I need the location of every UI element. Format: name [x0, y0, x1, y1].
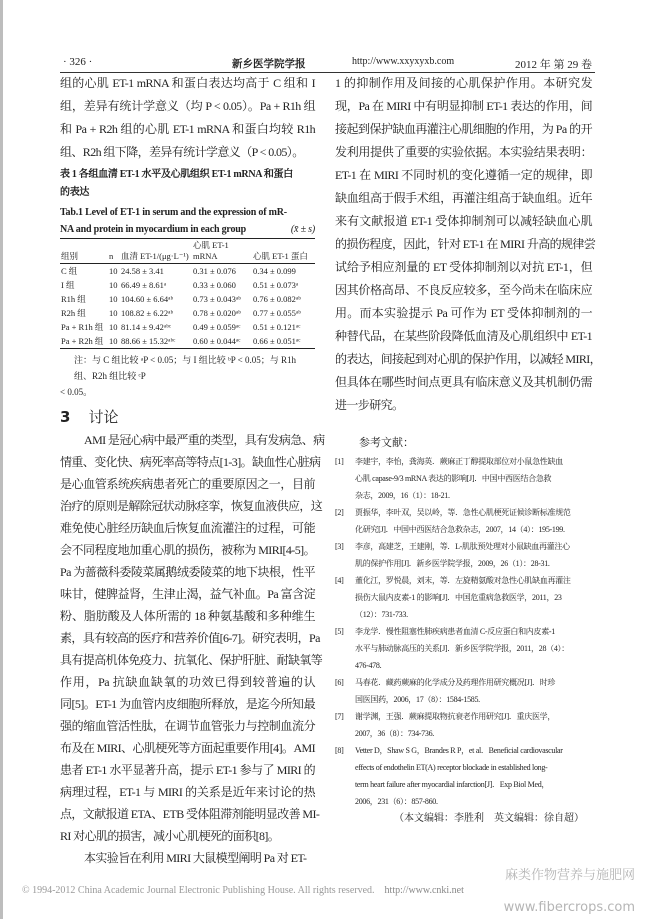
- table-cell: 0.60 ± 0.044ᵃᶜ: [192, 334, 252, 349]
- reference-text: Vetter D，Shaw S G，Brandes R P，et al．Beneficial cardiovascular: [355, 746, 563, 755]
- table-cell: 24.58 ± 3.41: [121, 266, 164, 276]
- reference-number: [7]: [335, 712, 344, 721]
- reference-line: [335, 572, 592, 589]
- caption-line: NA and protein in myocardium in each group: [60, 224, 246, 235]
- text-line: 组，差异有统计学意义（均 P < 0.05）。Pa + R1h 组: [60, 99, 315, 113]
- section-number: 3: [60, 408, 71, 426]
- text-line: 接起到保护缺血再灌注心肌细胞的作用，为 Pa 的开: [335, 122, 592, 136]
- reference-text: 贾振华，李叶双，吴以岭，等．急性心肌梗死证候诊断标准规范: [355, 508, 571, 517]
- table-cell: 108.82 ± 6.22ᵃᵇ: [121, 308, 174, 318]
- text-line: 素，具有较高的医疗和营养价值[6-7]。研究表明，Pa: [60, 631, 320, 645]
- caption-line: Tab.1 Level of ET-1 in serum and the expression of mR-: [60, 207, 287, 218]
- left-column: [60, 72, 325, 869]
- text-line: 但具体在哪些时间点更具有临床意义及其机制仍需: [335, 375, 592, 389]
- reference-text: 2006，231（6）：857-860.: [355, 797, 438, 806]
- column-header: 心肌 ET-1 蛋白: [252, 239, 315, 264]
- table-cell: Pa + R1h 组: [61, 322, 104, 332]
- text-line: 布及在 MIRI、心肌梗死等方面起重要作用[4]。AMI: [60, 741, 315, 755]
- text-line: 治疗的原则是解除冠状动脉痉挛，恢复血液供应，这: [60, 499, 323, 513]
- table-caption-cn: [60, 166, 315, 202]
- reference-text: 马春花．藏药蕨麻的化学成分及药理作用研究概况[J]．时珍: [355, 678, 556, 687]
- reference-line: [335, 776, 592, 793]
- reference-line: [335, 606, 592, 623]
- reference-number: [3]: [335, 542, 344, 551]
- text-line: 难免使心脏经历缺血后恢复血流灌注的过程，可能: [60, 521, 315, 535]
- reference-number: [5]: [335, 627, 344, 636]
- reference-number: [2]: [335, 508, 344, 517]
- table-cell: 0.33 ± 0.060: [193, 280, 236, 290]
- reference-text: 李龙学．慢性阻塞性肺疾病患者血清 C-反应蛋白和内皮素-1: [355, 627, 555, 636]
- table-cell: 0.66 ± 0.051ᵃᶜ: [252, 334, 315, 349]
- reference-line: [335, 555, 592, 572]
- year-volume: 2012 年 第 29 卷: [515, 59, 592, 71]
- reference-text: 2007，36（8）：734-736.: [355, 729, 434, 738]
- copyright-footer: © 1994-2012 China Academic Journal Electronic Publishing House. All rights reserved.: [22, 885, 375, 896]
- table-cell: 10: [108, 334, 120, 349]
- journal-url: http://www.xxyxyxb.com: [352, 56, 455, 67]
- journal-name: 新乡医学院学报: [232, 58, 306, 70]
- reference-line: [335, 538, 592, 555]
- table-cell: 10: [109, 280, 118, 290]
- table-cell: 10: [109, 322, 118, 332]
- table-cell: 0.31 ± 0.076: [193, 266, 236, 276]
- reference-text: 476-478.: [355, 661, 382, 670]
- reference-line: [335, 504, 592, 521]
- table-cell: 0.77 ± 0.055ᵃᵇ: [253, 308, 301, 318]
- table-cell: 104.60 ± 6.64ᵃᵇ: [121, 294, 174, 304]
- reference-text: term heart failure after myocardial infarction[J]．Exp Biol Med，: [355, 780, 550, 789]
- discussion-text: [60, 429, 325, 869]
- text-line: 会不同程度地加重心肌的损伤，被称为 MIRI[4-5]。: [60, 543, 315, 557]
- table-cell: 0.51 ± 0.121ᵃᶜ: [253, 322, 301, 332]
- table-note-cont: < 0.05。: [60, 387, 93, 397]
- reference-number: [1]: [335, 457, 344, 466]
- reference-text: 损伤大鼠内皮素-1 的影响[J]．中国危重病急救医学，2011，23: [355, 593, 562, 602]
- reference-line: [335, 742, 592, 759]
- text-line: 组、R2h 组下降，差异有统计学意义（P < 0.05）。: [60, 145, 304, 159]
- text-line: 的损伤程度，因此，针对 ET-1 在 MIRI 升高的规律尝: [335, 237, 596, 251]
- reference-line: [335, 759, 592, 776]
- table-cell: 0.49 ± 0.059ᵃᶜ: [193, 322, 241, 332]
- text-line: 同[5]。ET-1 为血管内皮细胞所释放，是迄今所知最: [60, 697, 315, 711]
- reference-number: [6]: [335, 678, 344, 687]
- table-row: [60, 334, 315, 349]
- table-cell: Pa + R2h 组: [60, 334, 108, 349]
- text-line: 因其价格高昂、不良反应较多，至今尚未在临床应: [335, 283, 592, 297]
- reference-line: [335, 623, 592, 640]
- text-line: 现，Pa 在 MIRI 中有明显抑制 ET-1 表达的作用，间: [335, 99, 592, 113]
- text-line: 用。而本实验提示 Pa 可作为 ET 受体抑制剂的一: [335, 306, 592, 320]
- table-row: [60, 306, 315, 320]
- reference-text: 肌的保护作用[J]．新乡医学院学报，2009，26（1）：28-31.: [355, 559, 550, 568]
- table-cell: 81.14 ± 9.42ᵃᵇᶜ: [121, 322, 172, 332]
- reference-line: [335, 640, 592, 657]
- text-line: 1 的抑制作用及间接的心肌保护作用。本研究发: [335, 76, 592, 90]
- text-line: 本实验旨在利用 MIRI 大鼠模型阐明 Pa 对 ET-: [84, 851, 307, 865]
- section-heading: [60, 406, 315, 427]
- table-cell: 0.51 ± 0.073ᵃ: [253, 280, 299, 290]
- reference-text: 水平与肺动脉高压的关系[J]．新乡医学院学报，2011，28（4）：: [355, 644, 569, 653]
- reference-line: [335, 725, 592, 742]
- reference-item: [335, 504, 592, 538]
- page-edge: [0, 0, 3, 919]
- text-line: 患者 ET-1 水平显著升高，提示 ET-1 参与了 MIRI 的: [60, 763, 315, 777]
- table-cell: R1h 组: [61, 294, 86, 304]
- text-line: 病理过程，ET-1 与 MIRI 的关系是近年来讨论的热: [60, 785, 315, 799]
- text-line: 情重、变化快、病死率高等特点[1-3]。缺血性心脏病: [60, 455, 321, 469]
- references-title: 参考文献：: [359, 437, 414, 449]
- reference-item: [335, 572, 592, 623]
- reference-text: 李建宇，李怡，龚海英．蕨麻正丁醇提取部位对小鼠急性缺血: [355, 457, 563, 466]
- text-line: 是心血管系统疾病患者死亡的重要原因之一，目前: [60, 477, 315, 491]
- text-line: AMI 是冠心病中最严重的类型，具有发病急、病: [84, 433, 325, 447]
- reference-line: [335, 708, 592, 725]
- text-line: RI 对心肌的损害，减小心肌梗死的面积[8]。: [60, 829, 280, 843]
- table-cell: 0.34 ± 0.099: [253, 266, 296, 276]
- text-line: 具有提高机体免疫力、抗氧化、保护肝脏、耐缺氧等: [60, 653, 323, 667]
- footer: [22, 885, 464, 896]
- table-cell: I 组: [61, 280, 75, 290]
- table-cell: 10: [109, 294, 118, 304]
- table-cell: 10: [109, 266, 118, 276]
- reference-text: 化研究[J]．中国中西医结合急救杂志，2007，14（4）：195-199.: [355, 525, 565, 534]
- text-line: 试给予相应剂量的 ET 受体抑制剂以对抗 ET-1，但: [335, 260, 592, 274]
- table-cell: 66.49 ± 8.61ᵃ: [121, 280, 167, 290]
- reference-text: 李彦，高建芝，王建刚，等．L-肌肽预处理对小鼠缺血再灌注心: [355, 542, 570, 551]
- column-header: 心肌 ET-1 mRNA: [192, 239, 252, 264]
- caption-line: 表 1 各组血清 ET-1 水平及心肌组织 ET-1 mRNA 和蛋白: [60, 169, 293, 180]
- cnki-link[interactable]: http://www.cnki.net: [384, 885, 464, 896]
- table-row: [60, 278, 315, 292]
- text-line: 组的心肌 ET-1 mRNA 和蛋白表达均高于 C 组和 I: [60, 76, 315, 90]
- reference-line: [335, 793, 592, 810]
- editor-credits: （本文编辑：李胜利 英文编辑：徐自超）: [394, 813, 584, 824]
- reference-line: [335, 487, 592, 504]
- section-title: 讨论: [88, 408, 119, 426]
- text-line: 强的缩血管活性肽，在调节血管张力与控制血流分: [60, 719, 315, 733]
- table-cell: 0.76 ± 0.082ᵃᵇ: [253, 294, 301, 304]
- conclusion-text: [335, 72, 602, 417]
- table-note: 注：与 C 组比较 ᵃP < 0.05；与 I 组比较 ᵇP < 0.05；与 R1h 组、R2h 组比较 ᶜP: [74, 355, 296, 381]
- text-line: 进一步研究。: [335, 398, 404, 412]
- reference-line: [335, 470, 592, 487]
- reference-item: [335, 623, 592, 674]
- text-line: 的表达，间接起到对心肌的保护作用，以减轻 MIRI，: [335, 352, 602, 366]
- reference-text: effects of endothelin ET(A) receptor blockade in established long-: [355, 763, 548, 772]
- reference-line: [335, 657, 592, 674]
- text-line: ET-1 在 MIRI 不同时机的变化遵循一定的规律，即: [335, 168, 592, 182]
- text-line: 味甘，健脾益肾，生津止渴，益气补血。Pa 富含淀: [60, 587, 315, 601]
- text-line: 种替代品，在某些阶段降低血清及心肌组织中 ET-1: [335, 329, 592, 343]
- table-cell: 10: [109, 308, 118, 318]
- reference-list: [335, 453, 592, 810]
- text-line: 粉、脂肪酸及人体所需的 18 种氨基酸和多种维生: [60, 609, 315, 623]
- reference-item: [335, 674, 592, 708]
- table-row: [60, 320, 315, 334]
- reference-line: [335, 589, 592, 606]
- reference-text: （12）：731-733.: [355, 610, 408, 619]
- results-table: [60, 238, 315, 349]
- reference-line: [335, 674, 592, 691]
- reference-line: [335, 453, 592, 470]
- text-line: 作用，Pa 抗缺血缺氧的功效已得到较普遍的认: [60, 675, 315, 689]
- column-header: n: [108, 239, 120, 264]
- results-paragraph: [60, 72, 315, 164]
- table-row: [60, 292, 315, 306]
- caption-line: 的表达: [60, 187, 90, 198]
- watermark-cn: 麻类作物营养与施肥网: [504, 868, 635, 883]
- table-cell: R2h 组: [61, 308, 86, 318]
- reference-item: [335, 538, 592, 572]
- reference-text: 杂志，2009，16（1）：18-21.: [355, 491, 450, 500]
- text-line: 和 Pa + R2h 组的心肌 ET-1 mRNA 和蛋白均较 R1h: [60, 122, 315, 136]
- text-line: 来有文献报道 ET-1 受体抑制剂可以减轻缺血心肌: [335, 214, 592, 228]
- reference-text: 心肌 capase-9/3 mRNA 表达的影响[J]．中国中西医结合急救: [355, 474, 552, 483]
- right-column: [335, 72, 602, 828]
- reference-text: 国医国药，2006，17（8）：1584-1585.: [355, 695, 480, 704]
- page-number: · 326 ·: [63, 56, 93, 68]
- reference-number: [8]: [335, 746, 344, 755]
- reference-line: [335, 691, 592, 708]
- text-line: Pa 为蔷薇科委陵菜属鹅绒委陵菜的地下块根，性平: [60, 565, 315, 579]
- column-header: 血清 ET-1/(μg·L⁻¹): [120, 239, 192, 264]
- reference-item: [335, 708, 592, 742]
- column-header: 组别: [60, 239, 108, 264]
- watermark-url: www.fibercrops.com: [503, 900, 635, 915]
- reference-item: [335, 453, 592, 504]
- reference-text: 谢学渊，王强．蕨麻提取物抗衰老作用研究[J]．重庆医学，: [355, 712, 556, 721]
- table-row: [60, 264, 315, 279]
- table-cell: C 组: [61, 266, 78, 276]
- table-caption-en: [60, 204, 315, 238]
- reference-text: 董化江，罗悦晨，刘末，等．左旋精氨酸对急性心肌缺血再灌注: [355, 576, 571, 585]
- stat-notation: (x̄ ± s): [290, 224, 315, 235]
- reference-item: [335, 742, 592, 810]
- text-line: 缺血组高于假手术组，再灌注组高于缺血组。近年: [335, 191, 592, 205]
- table-cell: 0.78 ± 0.020ᵃᵇ: [193, 308, 241, 318]
- text-line: 发利用提供了重要的实验依据。本实验结果表明：: [335, 145, 592, 159]
- reference-line: [335, 521, 592, 538]
- table-cell: 0.73 ± 0.043ᵃᵇ: [193, 294, 241, 304]
- table-cell: 88.66 ± 15.32ᵃᵇᶜ: [120, 334, 192, 349]
- text-line: 点，文献报道 ETA、ETB 受体阻滞剂能明显改善 MI-: [60, 807, 320, 821]
- reference-number: [4]: [335, 576, 344, 585]
